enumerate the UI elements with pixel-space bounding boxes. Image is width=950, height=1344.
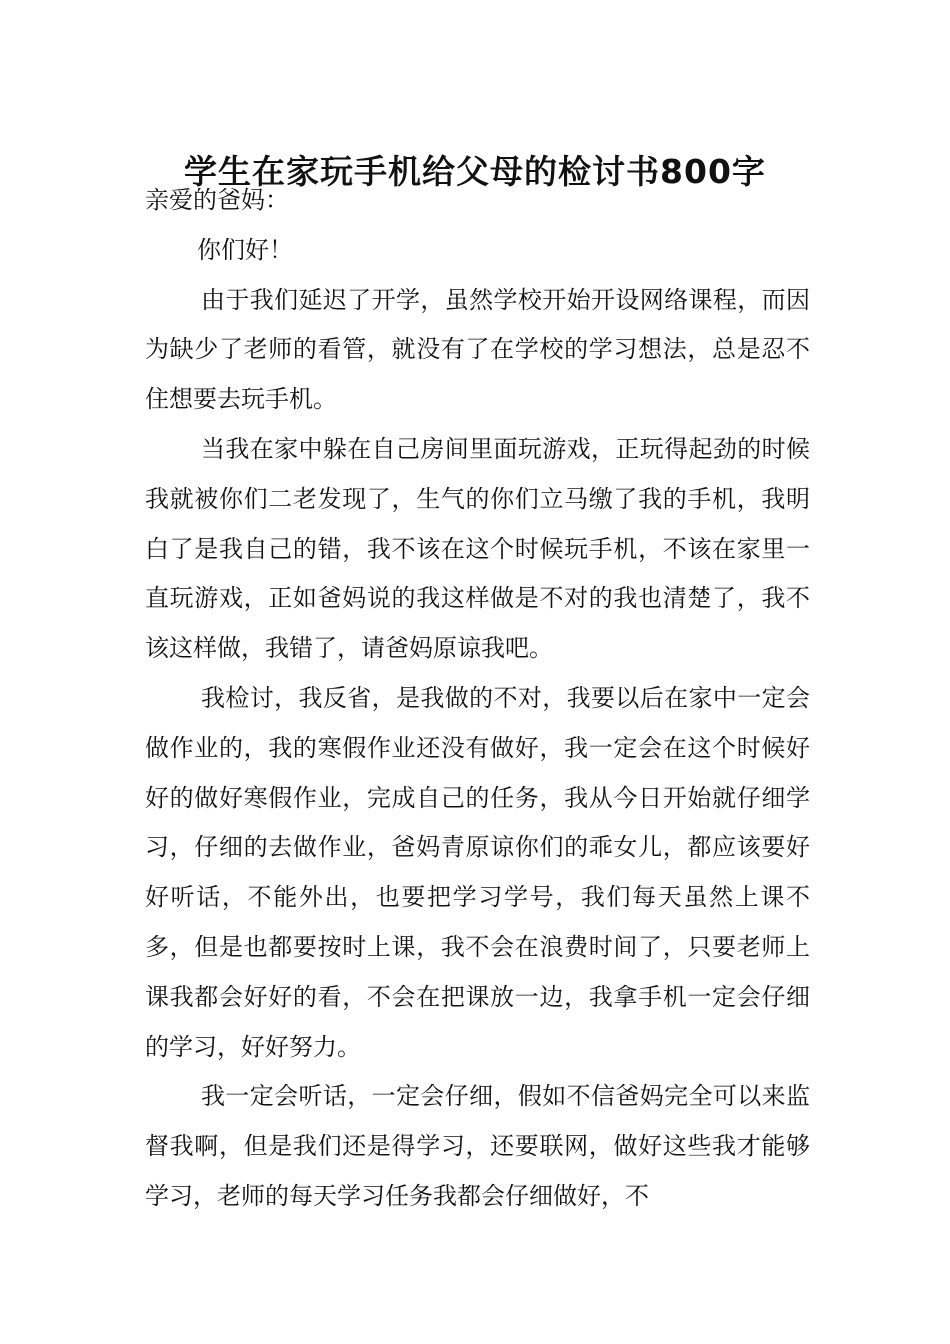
paragraph-4: 我一定会听话，一定会仔细，假如不信爸妈完全可以来监督我啊，但是我们还是得学习，还要联网，做好这些我才能够学习，老师的每天学习任务我都会仔细做好，不 <box>145 1082 810 1210</box>
paragraph-2: 当我在家中躲在自己房间里面玩游戏，正玩得起劲的时候我就被你们二老发现了，生气的你们立马缴了我的手机，我明白了是我自己的错，我不该在这个时候玩手机，不该在家里一直玩游戏，正如爸妈说的我这样做是不对的我也清楚了，我不该这样做，我错了，请爸妈原谅我吧。 <box>145 434 810 663</box>
document-title: 学生在家玩手机给父母的检讨书800字 <box>184 152 766 192</box>
paragraph-3: 我检讨，我反省，是我做的不对，我要以后在家中一定会做作业的，我的寒假作业还没有做好，我一定会在这个时候好好的做好寒假作业，完成自己的任务，我从今日开始就仔细学习，仔细的去做作业，爸妈青原谅你们的乖女儿，都应该要好好听话，不能外出，也要把学习学号，我们每天虽然上课不多，但是也都要按时上课，我不会在浪费时间了，只要老师上课我都会好好的看，不会在把课放一边，我拿手机一定会仔细的学习，好好努力。 <box>145 683 810 1061</box>
salutation: 亲爱的爸妈： <box>145 186 289 214</box>
greeting: 你们好！ <box>197 235 293 264</box>
paragraph-1: 由于我们延迟了开学，虽然学校开始开设网络课程，而因为缺少了老师的看管，就没有了在学校的学习想法，总是忍不住想要去玩手机。 <box>145 285 810 414</box>
document-body <box>145 176 810 1222</box>
